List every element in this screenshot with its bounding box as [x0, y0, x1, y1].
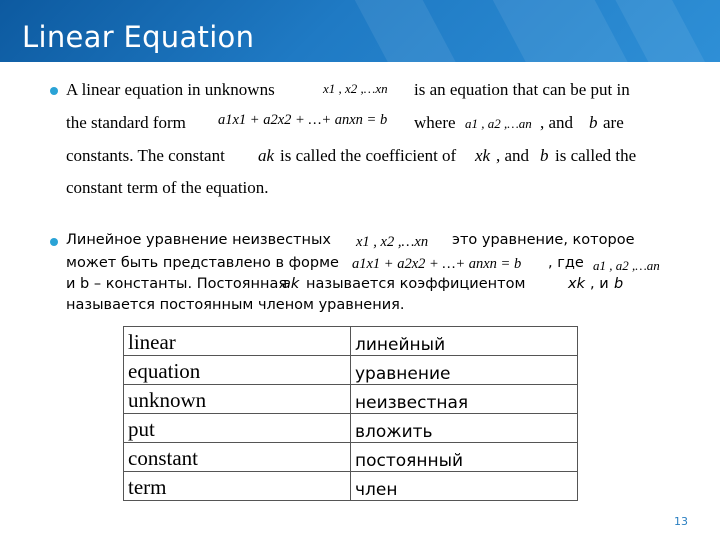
english-line2-c: , and — [540, 113, 574, 132]
russian-b: b — [614, 276, 624, 292]
russian-line3-b: называется коэффициентом — [306, 276, 526, 292]
header-decoration — [346, 0, 474, 62]
english-xk: xk — [475, 146, 491, 165]
english-term: equation — [124, 356, 351, 385]
english-term: constant — [124, 443, 351, 472]
russian-term: постоянный — [351, 443, 578, 472]
russian-term: уравнение — [351, 356, 578, 385]
russian-term: член — [351, 472, 578, 501]
english-coefficients: a1 , a2 ,…an — [465, 116, 532, 131]
english-term: unknown — [124, 385, 351, 414]
russian-line4: называется постоянным членом уравнения. — [66, 297, 405, 313]
english-b-2: b — [540, 146, 549, 165]
english-line2-a: the standard form — [66, 113, 186, 132]
english-b: b — [589, 113, 598, 132]
russian-ak: ak — [282, 276, 300, 292]
header-banner — [0, 0, 720, 62]
russian-line2-a: может быть представлено в форме — [66, 255, 339, 271]
english-line3-d: is called the — [555, 146, 637, 165]
english-line2-b: where — [414, 113, 456, 132]
english-standard-form: a1x1 + a2x2 + …+ anxn = b — [218, 112, 388, 128]
english-unknowns-text: x1 , x2 ,…xn — [323, 81, 388, 96]
table-row — [124, 327, 578, 356]
header-decoration — [488, 0, 643, 62]
russian-coefficients: a1 , a2 ,…an — [593, 258, 660, 273]
russian-line3-a: и b – константы. Постоянная — [66, 276, 288, 292]
english-line4: constant term of the equation. — [66, 178, 269, 197]
vocabulary-table — [123, 326, 578, 501]
russian-line3-c: , и — [590, 276, 609, 292]
english-line1-b: is an equation that can be put in — [414, 80, 630, 99]
russian-xk: xk — [568, 276, 585, 292]
russian-line1-b: это уравнение, которое — [452, 232, 635, 248]
russian-line1-a: Линейное уравнение неизвестных — [66, 232, 332, 248]
page-number: 13 — [674, 515, 688, 528]
russian-unknowns: x1 , x2 ,…xn — [356, 234, 429, 250]
russian-line2-b: , где — [548, 255, 584, 271]
bullet-icon — [50, 87, 58, 95]
table-row — [124, 472, 578, 501]
english-unknowns — [323, 81, 388, 97]
english-term: linear — [124, 327, 351, 356]
english-line3-c: , and — [496, 146, 530, 165]
english-line3-b: is called the coefficient of — [280, 146, 457, 165]
english-term: term — [124, 472, 351, 501]
russian-term: линейный — [351, 327, 578, 356]
table-row — [124, 385, 578, 414]
english-line1-a: A linear equation in unknowns — [66, 80, 275, 99]
slide-title: Linear Equation — [22, 20, 255, 54]
vocabulary-body — [124, 327, 578, 501]
russian-term: вложить — [351, 414, 578, 443]
bullet-icon — [50, 238, 58, 246]
english-line3-a: constants. The constant — [66, 146, 225, 165]
russian-term: неизвестная — [351, 385, 578, 414]
russian-standard-form: a1x1 + a2x2 + …+ anxn = b — [352, 256, 522, 272]
english-ak: ak — [258, 146, 275, 165]
table-row — [124, 443, 578, 472]
table-row — [124, 356, 578, 385]
table-row — [124, 414, 578, 443]
english-line2-d: are — [603, 113, 624, 132]
english-term: put — [124, 414, 351, 443]
